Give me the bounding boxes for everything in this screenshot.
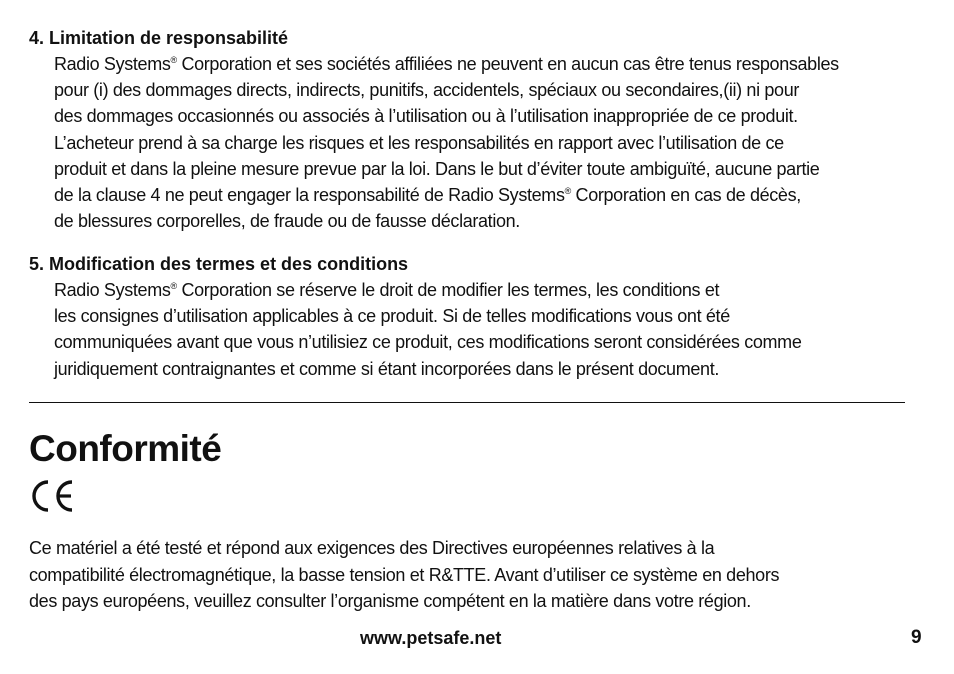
- section-5-line: juridiquement contraignantes et comme si étant incorporées dans le présent document.: [54, 358, 719, 379]
- section-5-line: les consignes d’utilisation applicables à ce produit. Si de telles modifications vous ont été: [54, 306, 730, 327]
- section-4-line: de blessures corporelles, de fraude ou de fausse déclaration.: [54, 211, 520, 232]
- section-4-title: 4. Limitation de responsabilité: [29, 28, 289, 48]
- section-4-line: de la clause 4 ne peut engager la responsabilité de Radio Systems® Corporation en cas de décès,: [54, 185, 801, 206]
- registered-mark: ®: [564, 186, 571, 197]
- section-5-line: communiquées avant que vous n’utilisiez ce produit, ces modifications seront considérées comme: [54, 332, 802, 353]
- section-4-line: L’acheteur prend à sa charge les risques et les responsabilités en rapport avec l’utilisation de ce: [54, 132, 784, 153]
- conformity-line: compatibilité électromagnétique, la basse tension et R&TTE. Avant d’utiliser ce système en dehors: [29, 564, 780, 585]
- registered-mark: ®: [170, 55, 177, 65]
- footer-website: www.petsafe.net: [360, 628, 502, 648]
- conformity-body: [29, 535, 929, 615]
- section-5-title: 5. Modification des termes et des conditions: [29, 254, 409, 274]
- section-4-line: pour (i) des dommages directs, indirects, punitifs, accidentels, spéciaux ou secondaires,(ii) ni pour: [54, 80, 800, 101]
- page-number: 9: [911, 627, 922, 648]
- conformity-line: Ce matériel a été testé et répond aux exigences des Directives européennes relatives à la: [29, 538, 715, 558]
- conformity-title: Conformité: [29, 428, 222, 469]
- section-4-line: produit et dans la pleine mesure prevue par la loi. Dans le but d’éviter toute ambiguïté, aucune partie: [54, 158, 820, 179]
- registered-mark: ®: [170, 281, 177, 291]
- ce-mark-icon: [29, 479, 75, 513]
- section-4-line: des dommages occasionnés ou associés à l’utilisation ou à l’utilisation inappropriée de ce produit.: [54, 106, 798, 127]
- section-divider: [29, 402, 905, 403]
- section-5-body: [54, 277, 934, 382]
- section-4-line: Radio Systems® Corporation et ses sociétés affiliées ne peuvent en aucun cas être tenus responsables: [54, 54, 839, 74]
- conformity-line: des pays européens, veuillez consulter l’organisme compétent en la matière dans votre région.: [29, 591, 751, 611]
- section-4-body: [54, 51, 934, 234]
- section-5-line: Radio Systems® Corporation se réserve le droit de modifier les termes, les conditions et: [54, 280, 720, 300]
